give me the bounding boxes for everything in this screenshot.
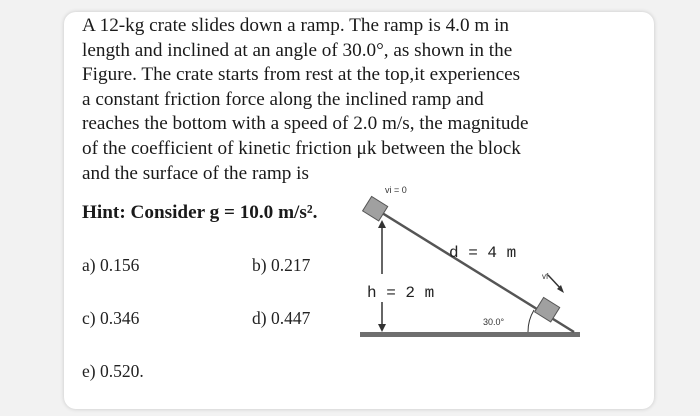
vf-label: vf [542, 272, 549, 281]
hint-text: Hint: Consider g = 10.0 m/s². [82, 202, 318, 223]
top-crate [363, 196, 388, 220]
height-arrowhead-down [378, 324, 386, 332]
question-line-4: a constant friction force along the inclined ramp and [82, 88, 484, 110]
question-line-5: reaches the bottom with a speed of 2.0 m/s, the magnitude [82, 113, 529, 135]
option-c[interactable]: c) 0.346 [82, 308, 140, 328]
bottom-crate [535, 297, 560, 321]
height-arrowhead-up [378, 220, 386, 228]
option-d[interactable]: d) 0.447 [252, 308, 311, 328]
vi-label: vi = 0 [385, 185, 407, 195]
question-line-1: A 12-kg crate slides down a ramp. The ramp is 4.0 m in [82, 15, 510, 36]
question-text [82, 14, 602, 186]
option-e[interactable]: e) 0.520. [82, 361, 144, 381]
question-line-7: and the surface of the ramp is [82, 162, 309, 184]
ground-strip [360, 332, 580, 337]
question-line-6: of the coefficient of kinetic friction μk between the block [82, 137, 521, 159]
angle-arc [528, 310, 534, 332]
h-label: h = 2 m [367, 284, 435, 302]
ramp-diagram [352, 180, 584, 345]
option-a[interactable]: a) 0.156 [82, 255, 140, 275]
option-b[interactable]: b) 0.217 [252, 255, 311, 275]
angle-label: 30.0° [483, 317, 505, 327]
d-label: d = 4 m [449, 244, 517, 262]
question-line-2: length and inclined at an angle of 30.0°, as shown in the [82, 39, 513, 61]
question-line-3: Figure. The crate starts from rest at the top,it experiences [82, 64, 521, 86]
